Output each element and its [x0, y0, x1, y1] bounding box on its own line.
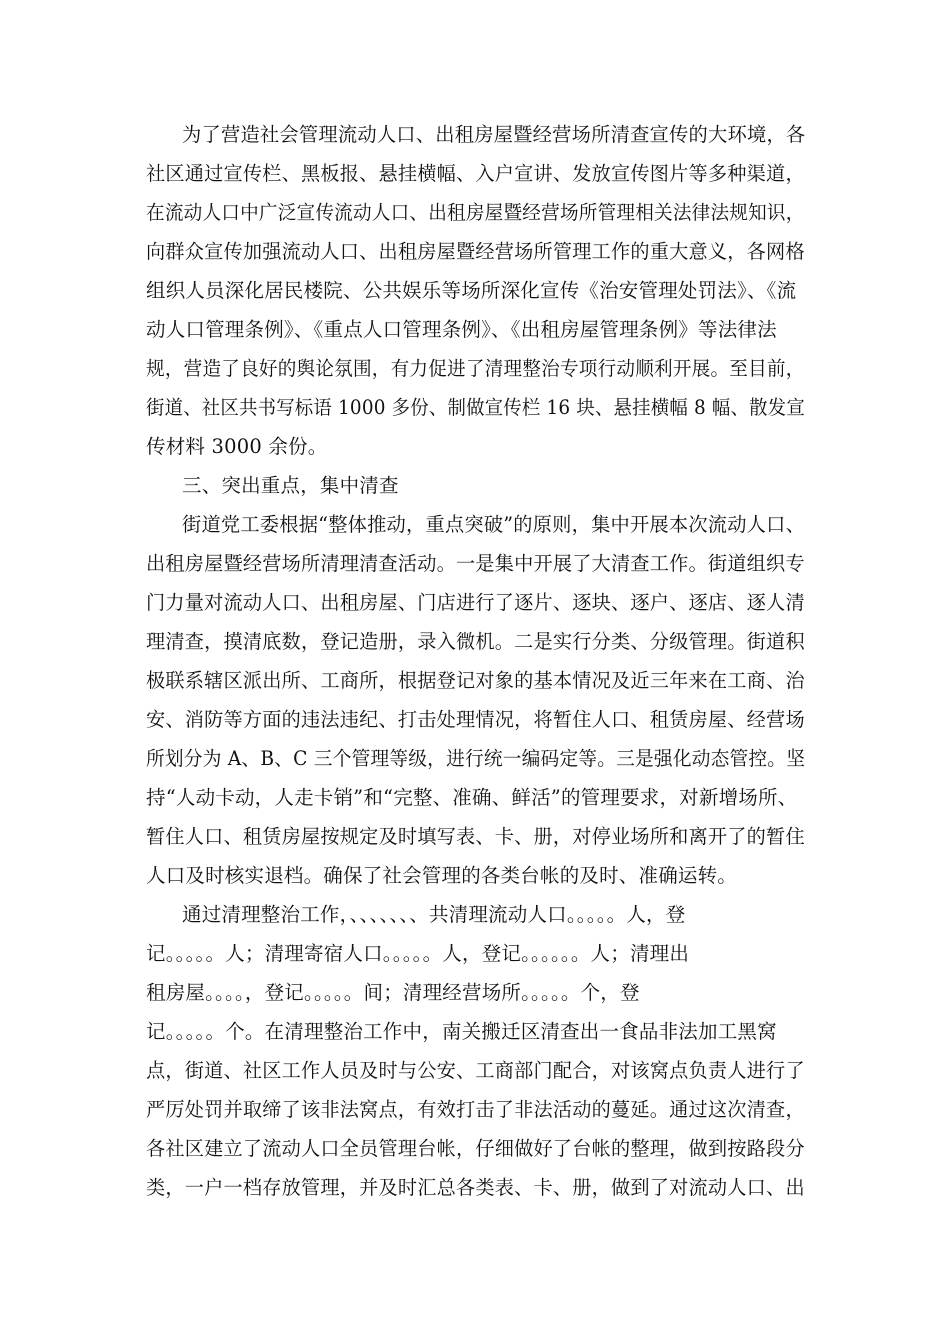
text-line-20: 人口及时核实退档。确保了社会管理的各类台帐的及时、准确运转。: [146, 864, 738, 887]
text-line-27: 各社区建立了流动人口全员管理台帐，仔细做好了台帐的整理，做到按路段分: [146, 1137, 805, 1160]
text-line-15: 极联系辖区派出所、工商所，根据登记对象的基本情况及近三年来在工商、治: [146, 669, 805, 692]
text-line-26: 严厉处罚并取缔了该非法窝点，有效打击了非法活动的蔓延。通过这次清查，: [146, 1098, 805, 1121]
text-line-7: 规，营造了良好的舆论氛围，有力促进了清理整治专项行动顺利开展。至目前，: [146, 357, 805, 380]
text-line-14: 理清查，摸清底数，登记造册，录入微机。二是实行分类、分级管理。街道积: [146, 630, 805, 653]
text-line-1: 为了营造社会管理流动人口、出租房屋暨经营场所清查宣传的大环境，各: [182, 123, 806, 146]
text-line-24: 记。。。。。个。在清理整治工作中，南关搬迁区清查出一食品非法加工黑窝: [146, 1020, 777, 1043]
text-line-5: 组织人员深化居民楼院、公共娱乐等场所深化宣传《治安管理处罚法》、《流: [146, 279, 797, 302]
text-line-11: 街道党工委根据“整体推动，重点突破”的原则，集中开展本次流动人口、: [182, 513, 806, 536]
text-line-16: 安、消防等方面的违法违纪、打击处理情况，将暂住人口、租赁房屋、经营场: [146, 708, 805, 731]
text-line-22: 记。。。。。人；清理寄宿人口。。。。。人，登记。。。。。。人；清理出: [146, 942, 690, 965]
section-heading: 三、突出重点，集中清查: [182, 474, 399, 497]
text-line-19: 暂住人口、租赁房屋按规定及时填写表、卡、册，对停业场所和离开了的暂住: [146, 825, 805, 848]
text-line-9: 传材料 3000 余份。: [146, 435, 328, 458]
text-line-23: 租房屋。。。。，登记。。。。。间；清理经营场所。。。。。个，登: [146, 981, 640, 1004]
text-line-12: 出租房屋暨经营场所清理清查活动。一是集中开展了大清查工作。街道组织专: [146, 552, 805, 575]
text-line-17: 所划分为 A、B、C 三个管理等级，进行统一编码定等。三是强化动态管控。坚: [146, 747, 806, 770]
text-line-8: 街道、社区共书写标语 1000 多份、制做宣传栏 16 块、悬挂横幅 8 幅、散发宣: [146, 396, 805, 419]
text-line-21: 通过清理整治工作，、、、、、、、共清理流动人口。。。。。人，登: [182, 903, 686, 926]
text-line-18: 持“人动卡动，人走卡销”和“完整、准确、鲜活”的管理要求，对新增场所、: [146, 786, 798, 809]
text-line-4: 向群众宣传加强流动人口、出租房屋暨经营场所管理工作的重大意义，各网格: [146, 240, 805, 263]
text-line-6: 动人口管理条例》、《重点人口管理条例》、《出租房屋管理条例》等法律法: [146, 318, 777, 341]
text-line-13: 门力量对流动人口、出租房屋、门店进行了逐片、逐块、逐户、逐店、逐人清: [146, 591, 805, 614]
text-line-25: 点，街道、社区工作人员及时与公安、工商部门配合，对该窝点负责人进行了: [146, 1059, 805, 1082]
text-line-3: 在流动人口中广泛宣传流动人口、出租房屋暨经营场所管理相关法律法规知识，: [146, 201, 805, 224]
text-line-2: 社区通过宣传栏、黑板报、悬挂横幅、入户宣讲、发放宣传图片等多种渠道，: [146, 162, 805, 185]
text-line-28: 类，一户一档存放管理，并及时汇总各类表、卡、册，做到了对流动人口、出: [146, 1176, 805, 1199]
